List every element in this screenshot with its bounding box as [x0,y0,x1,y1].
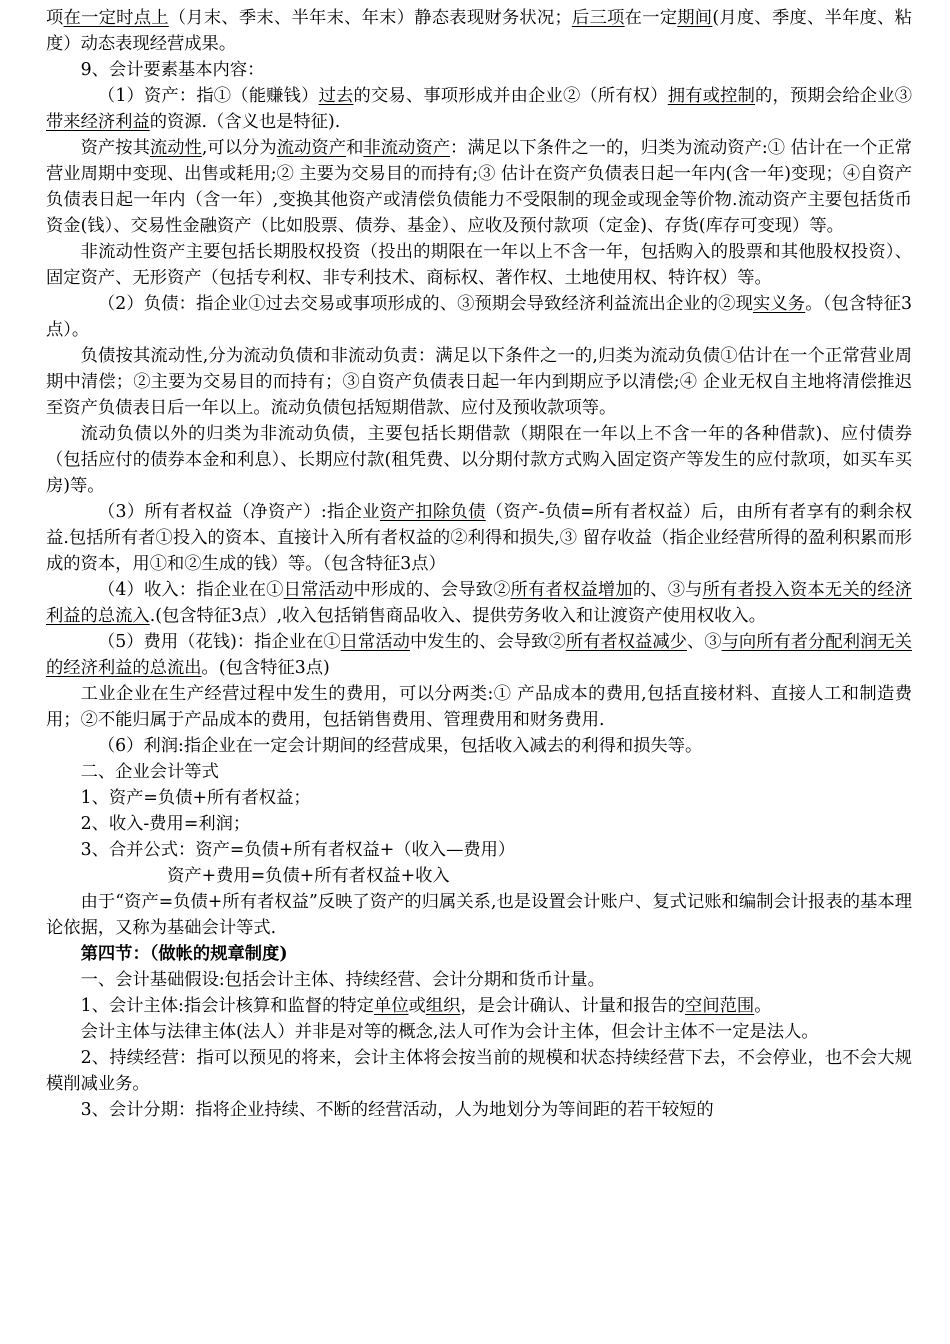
paragraph [46,5,912,57]
text-run: 的，预期会给企业③ [755,86,912,106]
text-run: 。（包含特征3点）。 [46,294,912,340]
text-run: （1）资产：指①（能赚钱） [97,86,319,106]
paragraph [46,577,912,629]
text-run: 工业企业在生产经营过程中发生的费用，可以分两类:① 产品成本的费用,包括直接材料、直接人工和制造费用；②不能归属于产品成本的费用，包括销售费用、管理费用和财务费用. [46,684,912,730]
text-run: 。 [754,996,772,1016]
text-run: 会计主体与法律主体(法人）并非是对等的概念,法人可作为会计主体，但会计主体不一定是法人。 [80,1022,819,1042]
underlined-text: 后三项 [571,8,625,28]
underlined-text: 拥有或控制 [667,86,756,106]
text-run: 3、会计分期：指将企业持续、不断的经营活动，人为地划分为等间距的若干较短的 [80,1100,714,1120]
text-run: 的、③与 [632,580,703,600]
underlined-text: 时点上 [116,8,169,28]
underlined-text: 与向所有者分配利润无关的经济利益的总流出 [46,632,912,678]
underlined-text: 日常活动 [340,632,410,652]
text-run: 3、合并公式：资产=负债+所有者权益+（收入—费用） [80,840,516,860]
text-run: （月末、季末、半年末、年末）静态表现财务状况； [168,8,572,28]
paragraph [46,239,912,291]
underlined-text: 期间 [677,8,713,28]
text-run: 1、会计主体:指会计核算和监督的特定 [80,996,374,1016]
text-run: 2、收入-费用=利润； [80,814,251,834]
paragraph [46,993,912,1019]
paragraph [46,83,912,135]
text-run: ：满足以下条件之一的，归类为流动资产:① 估计在一个正常营业周期中变现、出售或耗用;② 主要为交易目的而持有;③ 估计在资产负债表日起一年内(含一年)变现；④自资产负债表日起一年内（含一年）,变换其他资产或清偿负债能力不受限制的现金或现金等价物.流动资产主要包括货币资金(钱）、交易性金融资产（比如股票、债券、基金）、应收及预付款项（定金)、存货(库存可变现）等。 [46,138,912,236]
text-run: 负债按其流动性,分为流动负债和非流动负责：满足以下条件之一的,归类为流动负债①估计在一个正常营业周期中清偿；②主要为交易目的而持有；③自资产负债表日起一年内到期应予以清偿;④ 企业无权自主地将清偿推迟至资产负债表日后一年以上。流动负债包括短期借款、应付及预收款项等。 [46,346,912,418]
paragraph [46,57,912,83]
underlined-text: 空间范围 [685,996,755,1016]
text-run: 或 [408,996,426,1016]
paragraph [46,837,912,863]
text-run: ,可以分为 [201,138,277,158]
paragraph [46,499,912,577]
text-run: 中形成的、会导致② [353,580,511,600]
paragraph [46,733,912,759]
paragraph [46,1019,912,1045]
text-run: （5）费用（花钱)：指企业在① [97,632,341,652]
text-run: （6）利润:指企业在一定会计期间的经营成果，包括收入减去的利得和损失等。 [97,736,703,756]
paragraph [46,629,912,681]
underlined-text: 在一定 [63,8,117,28]
text-run: 的交易、事项形成并由企业②（所有权） [353,86,668,106]
text-run: ，是会计确认、计量和报告的 [460,996,686,1016]
text-run: .(包含特征3点）,收入包括销售商品收入、提供劳务收入和让渡资产使用权收入。 [149,606,766,626]
text-run: 的资源.（含义也是特征). [149,112,341,132]
text-run: 流动负债以外的归类为非流动负债，主要包括长期借款（期限在一年以上不含一年的各种借款)、应付债券（包括应付的债券本金和利息）、长期应付款(租凭费、以分期付款方式购入固定资产等发生的应付款项，如买车买房)等。 [46,424,912,496]
paragraph [46,889,912,941]
text-run: （2）负债：指企业①过去交易或事项形成的、③预期会导致经济利益流出企业的②现 [97,294,753,314]
underlined-text: 所有者投入资本无关的经济利益的总流入 [46,580,912,626]
text-run: 9、会计要素基本内容： [80,60,265,80]
paragraph [46,811,912,837]
text-run: 一、会计基础假设:包括会计主体、持续经营、会计分期和货币计量。 [80,970,605,990]
paragraph [46,1097,912,1123]
text-run: 、③ [686,632,722,652]
underlined-text: 组织 [425,996,461,1016]
paragraph [46,785,912,811]
paragraph [46,681,912,733]
underlined-text: 单位 [373,996,409,1016]
text-run: 和 [346,138,364,158]
paragraph [46,941,912,967]
paragraph [46,291,912,343]
text-run: 2、持续经营：指可以预见的将来，会计主体将会按当前的规模和状态持续经营下去，不会停业，也不会大规模削减业务。 [46,1048,912,1094]
underlined-text: 资产扣除负债 [379,502,486,522]
text-run: 。(包含特征3点) [201,658,330,678]
text-run: 由于“资产=负债+所有者权益”反映了资产的归属关系,也是设置会计账户、复式记账和编制会计报表的基本理论依据，又称为基础会计等式. [46,892,912,938]
text-run: （4）收入：指企业在① [97,580,284,600]
paragraph [46,759,912,785]
text-run: （3）所有者权益（净资产）:指企业 [97,502,380,522]
underlined-text: 带来经济利益 [46,112,150,132]
text-run: (月度、季度、半年度、粘度）动态表现经营成果。 [46,8,912,54]
text-run: 资产按其 [80,138,150,158]
underlined-text: 流动资产 [276,138,347,158]
text-run: 非流动性资产主要包括长期股权投资（投出的期限在一年以上不含一年，包括购入的股票和其他股权投资）、固定资产、无形资产（包括专利权、非专利技术、商标权、著作权、土地使用权、特许权）等。 [46,242,912,288]
paragraph [46,863,912,889]
underlined-text: 流动性 [149,138,202,158]
text-run: 第四节：（做帐的规章制度) [80,944,288,964]
paragraph [46,1045,912,1097]
underlined-text: 所有者权益减少 [565,632,687,652]
text-run: 中发生的、会导致② [409,632,566,652]
underlined-text: 实义务 [752,294,806,314]
underlined-text: 过去 [318,86,354,106]
underlined-text: 所有者权益增加 [510,580,633,600]
text-run: 在一定 [624,8,678,28]
paragraph [46,343,912,421]
paragraph [46,967,912,993]
text-run: 资产+费用=负债+所有者权益+收入 [167,866,450,886]
underlined-text: 日常活动 [283,580,354,600]
text-run: 1、资产=负债+所有者权益； [80,788,311,808]
text-run: 二、企业会计等式 [80,762,219,782]
paragraph [46,421,912,499]
text-run: 项 [46,8,64,28]
text-run: （资产-负债=所有者权益）后，由所有者享有的剩余权益.包括所有者①投入的资本、直接计入所有者权益的②利得和损失,③ 留存收益（指企业经营所得的盈利积累而形成的资本，用①和②生成的钱）等。（包含特征3点） [46,502,912,574]
paragraph [46,135,912,239]
underlined-text: 非流动资产 [363,138,451,158]
